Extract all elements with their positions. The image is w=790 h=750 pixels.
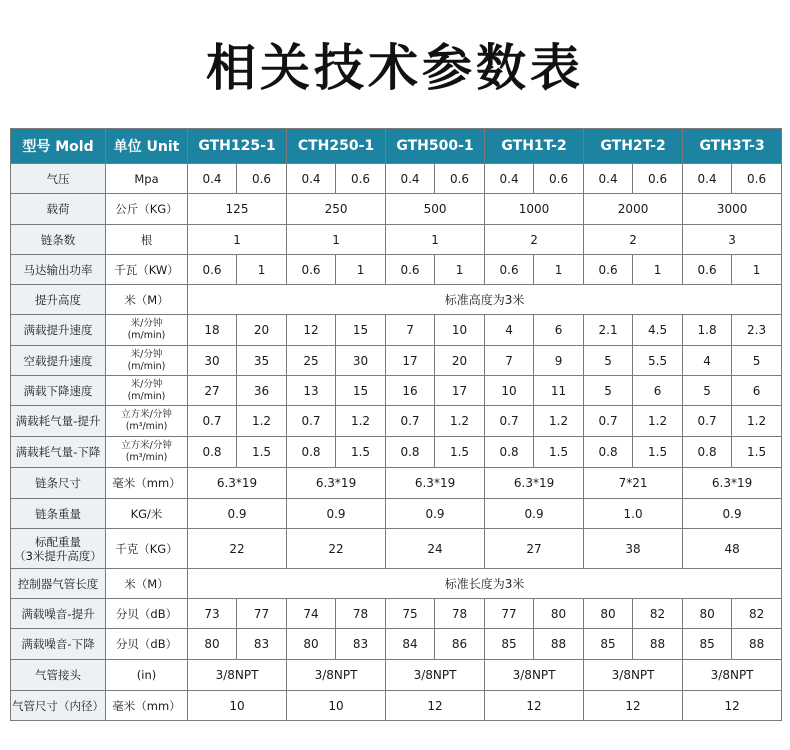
value-cell: 1 — [732, 255, 782, 285]
value-cell: 80 — [683, 599, 732, 629]
row-label: 气管尺寸（内径） — [11, 691, 106, 721]
value-cell: 1 — [336, 255, 386, 285]
value-cell: 10 — [485, 376, 534, 406]
value-cell: 30 — [188, 346, 237, 376]
value-cell: 24 — [386, 529, 485, 569]
row-label: 链条数 — [11, 225, 106, 255]
value-cell: 78 — [336, 599, 386, 629]
table-row — [11, 346, 782, 376]
value-cell: 0.8 — [683, 437, 732, 468]
row-unit: (in) — [106, 660, 188, 691]
value-cell: 88 — [732, 629, 782, 660]
value-cell: 4.5 — [633, 315, 683, 346]
value-cell: 3000 — [683, 194, 782, 225]
value-cell: 13 — [287, 376, 336, 406]
table-row — [11, 164, 782, 194]
value-cell: 1.2 — [534, 406, 584, 437]
unit-line: 米/分钟 — [130, 348, 163, 360]
value-cell: 17 — [435, 376, 485, 406]
value-cell: 1.5 — [435, 437, 485, 468]
value-cell: 85 — [683, 629, 732, 660]
value-cell: 0.7 — [386, 406, 435, 437]
value-cell: 80 — [188, 629, 237, 660]
value-cell: 10 — [287, 691, 386, 721]
value-cell: 7 — [386, 315, 435, 346]
value-cell: 75 — [386, 599, 435, 629]
table-header-row — [11, 129, 782, 164]
value-cell: 6.3*19 — [485, 468, 584, 499]
unit-line: 立方米/分钟 — [121, 409, 172, 420]
value-cell: 1.2 — [732, 406, 782, 437]
table-row — [11, 529, 782, 569]
value-cell: 0.7 — [584, 406, 633, 437]
row-unit — [106, 315, 188, 346]
value-cell: 6.3*19 — [287, 468, 386, 499]
value-cell: 500 — [386, 194, 485, 225]
value-cell: 0.6 — [287, 255, 336, 285]
row-unit: 米（M） — [106, 285, 188, 315]
value-cell: 86 — [435, 629, 485, 660]
row-unit: 分贝（dB） — [106, 629, 188, 660]
table-row — [11, 225, 782, 255]
value-cell: 83 — [336, 629, 386, 660]
table-row — [11, 660, 782, 691]
value-cell: 1.2 — [633, 406, 683, 437]
value-cell: 0.6 — [732, 164, 782, 194]
value-cell: 88 — [534, 629, 584, 660]
value-cell: 1.5 — [336, 437, 386, 468]
value-cell: 80 — [584, 599, 633, 629]
value-cell: 0.9 — [683, 499, 782, 529]
value-cell: 250 — [287, 194, 386, 225]
spec-table-body — [11, 129, 782, 721]
value-cell: 6 — [633, 376, 683, 406]
unit-line: 米/分钟 — [130, 378, 163, 390]
row-unit: 分贝（dB） — [106, 599, 188, 629]
value-cell: 0.8 — [485, 437, 534, 468]
value-cell: 1.8 — [683, 315, 732, 346]
value-cell: 1 — [386, 225, 485, 255]
value-cell: 5.5 — [633, 346, 683, 376]
value-cell: 标准高度为3米 — [188, 285, 782, 315]
value-cell: 2 — [485, 225, 584, 255]
value-cell: 0.8 — [188, 437, 237, 468]
value-cell: 2000 — [584, 194, 683, 225]
value-cell: 标准长度为3米 — [188, 569, 782, 599]
value-cell: 1 — [188, 225, 287, 255]
value-cell: 1.2 — [237, 406, 287, 437]
value-cell: 12 — [386, 691, 485, 721]
value-cell: 1 — [237, 255, 287, 285]
value-cell: 10 — [188, 691, 287, 721]
value-cell: 4 — [485, 315, 534, 346]
value-cell: 78 — [435, 599, 485, 629]
value-cell: 6.3*19 — [683, 468, 782, 499]
unit-line: (m/min) — [127, 390, 166, 402]
table-row — [11, 691, 782, 721]
value-cell: 4 — [683, 346, 732, 376]
value-cell: 12 — [485, 691, 584, 721]
value-cell: 5 — [584, 376, 633, 406]
value-cell: 0.6 — [584, 255, 633, 285]
value-cell: 3 — [683, 225, 782, 255]
unit-line: (m/min) — [127, 360, 166, 372]
row-label: 满载耗气量-下降 — [11, 437, 106, 468]
value-cell: 73 — [188, 599, 237, 629]
value-cell: 83 — [237, 629, 287, 660]
value-cell: 16 — [386, 376, 435, 406]
value-cell: 2.3 — [732, 315, 782, 346]
value-cell: 85 — [584, 629, 633, 660]
value-cell: 6 — [732, 376, 782, 406]
row-unit — [106, 346, 188, 376]
value-cell: 0.4 — [188, 164, 237, 194]
header-model: 型号 Mold — [11, 129, 106, 164]
header-model-6: GTH3T-3 — [683, 129, 782, 164]
value-cell: 0.9 — [287, 499, 386, 529]
row-unit — [106, 437, 188, 468]
table-row — [11, 499, 782, 529]
value-cell: 3/8NPT — [188, 660, 287, 691]
value-cell: 1 — [287, 225, 386, 255]
row-label — [11, 529, 106, 569]
value-cell: 0.8 — [584, 437, 633, 468]
value-cell: 48 — [683, 529, 782, 569]
row-label: 链条重量 — [11, 499, 106, 529]
row-unit: 千克（KG） — [106, 529, 188, 569]
value-cell: 1.5 — [534, 437, 584, 468]
row-unit: KG/米 — [106, 499, 188, 529]
value-cell: 77 — [237, 599, 287, 629]
value-cell: 0.7 — [683, 406, 732, 437]
table-row — [11, 599, 782, 629]
row-unit — [106, 406, 188, 437]
row-label: 满载噪音-下降 — [11, 629, 106, 660]
row-label: 提升高度 — [11, 285, 106, 315]
value-cell: 1.0 — [584, 499, 683, 529]
value-cell: 0.9 — [386, 499, 485, 529]
value-cell: 74 — [287, 599, 336, 629]
value-cell: 0.6 — [683, 255, 732, 285]
value-cell: 0.6 — [188, 255, 237, 285]
value-cell: 0.4 — [683, 164, 732, 194]
value-cell: 38 — [584, 529, 683, 569]
value-cell: 0.4 — [584, 164, 633, 194]
value-cell: 0.9 — [188, 499, 287, 529]
value-cell: 7 — [485, 346, 534, 376]
value-cell: 22 — [287, 529, 386, 569]
value-cell: 85 — [485, 629, 534, 660]
value-cell: 18 — [188, 315, 237, 346]
value-cell: 0.8 — [386, 437, 435, 468]
value-cell: 0.6 — [633, 164, 683, 194]
value-cell: 77 — [485, 599, 534, 629]
header-unit: 单位 Unit — [106, 129, 188, 164]
unit-line: (m³/min) — [125, 421, 168, 432]
header-model-1: GTH125-1 — [188, 129, 287, 164]
value-cell: 12 — [287, 315, 336, 346]
value-cell: 125 — [188, 194, 287, 225]
value-cell: 1.5 — [633, 437, 683, 468]
value-cell: 27 — [188, 376, 237, 406]
value-cell: 7*21 — [584, 468, 683, 499]
value-cell: 9 — [534, 346, 584, 376]
unit-line: 立方米/分钟 — [121, 440, 172, 451]
value-cell: 0.8 — [287, 437, 336, 468]
value-cell: 5 — [683, 376, 732, 406]
row-unit — [106, 376, 188, 406]
row-label: 马达输出功率 — [11, 255, 106, 285]
header-model-3: GTH500-1 — [386, 129, 485, 164]
value-cell: 30 — [336, 346, 386, 376]
value-cell: 0.6 — [336, 164, 386, 194]
value-cell: 6.3*19 — [386, 468, 485, 499]
value-cell: 0.7 — [485, 406, 534, 437]
value-cell: 1.2 — [336, 406, 386, 437]
value-cell: 12 — [683, 691, 782, 721]
value-cell: 80 — [534, 599, 584, 629]
table-row — [11, 376, 782, 406]
row-label: 气压 — [11, 164, 106, 194]
value-cell: 1 — [633, 255, 683, 285]
value-cell: 3/8NPT — [485, 660, 584, 691]
row-label: 控制器气管长度 — [11, 569, 106, 599]
row-label: 载荷 — [11, 194, 106, 225]
unit-line: (m³/min) — [125, 452, 168, 463]
value-cell: 5 — [584, 346, 633, 376]
table-row — [11, 437, 782, 468]
row-unit: 根 — [106, 225, 188, 255]
value-cell: 0.4 — [287, 164, 336, 194]
value-cell: 0.6 — [485, 255, 534, 285]
value-cell: 12 — [584, 691, 683, 721]
unit-line: 米/分钟 — [130, 318, 163, 329]
value-cell: 27 — [485, 529, 584, 569]
table-row — [11, 468, 782, 499]
value-cell: 0.9 — [485, 499, 584, 529]
row-label: 满载下降速度 — [11, 376, 106, 406]
row-label: 链条尺寸 — [11, 468, 106, 499]
value-cell: 3/8NPT — [386, 660, 485, 691]
value-cell: 1 — [534, 255, 584, 285]
spec-table — [10, 128, 782, 721]
value-cell: 15 — [336, 376, 386, 406]
value-cell: 82 — [732, 599, 782, 629]
value-cell: 6 — [534, 315, 584, 346]
value-cell: 6.3*19 — [188, 468, 287, 499]
value-cell: 1.2 — [435, 406, 485, 437]
value-cell: 5 — [732, 346, 782, 376]
value-cell: 2 — [584, 225, 683, 255]
table-row — [11, 315, 782, 346]
value-cell: 35 — [237, 346, 287, 376]
value-cell: 22 — [188, 529, 287, 569]
value-cell: 0.6 — [386, 255, 435, 285]
value-cell: 15 — [336, 315, 386, 346]
table-row — [11, 406, 782, 437]
row-label: 满载噪音-提升 — [11, 599, 106, 629]
value-cell: 1.5 — [732, 437, 782, 468]
row-unit: 公斤（KG） — [106, 194, 188, 225]
table-row — [11, 629, 782, 660]
row-label: 满载耗气量-提升 — [11, 406, 106, 437]
value-cell: 0.6 — [534, 164, 584, 194]
header-model-2: CTH250-1 — [287, 129, 386, 164]
value-cell: 3/8NPT — [683, 660, 782, 691]
value-cell: 82 — [633, 599, 683, 629]
value-cell: 1 — [435, 255, 485, 285]
value-cell: 36 — [237, 376, 287, 406]
row-label: 空载提升速度 — [11, 346, 106, 376]
value-cell: 0.6 — [237, 164, 287, 194]
value-cell: 0.4 — [485, 164, 534, 194]
row-unit: 毫米（mm） — [106, 468, 188, 499]
unit-line: (m/min) — [127, 330, 166, 341]
value-cell: 17 — [386, 346, 435, 376]
row-label: 气管接头 — [11, 660, 106, 691]
value-cell: 11 — [534, 376, 584, 406]
value-cell: 20 — [435, 346, 485, 376]
row-unit: 毫米（mm） — [106, 691, 188, 721]
value-cell: 1000 — [485, 194, 584, 225]
value-cell: 10 — [435, 315, 485, 346]
value-cell: 80 — [287, 629, 336, 660]
value-cell: 84 — [386, 629, 435, 660]
row-label: 满载提升速度 — [11, 315, 106, 346]
value-cell: 0.4 — [386, 164, 435, 194]
page-title: 相关技术参数表 — [206, 39, 584, 97]
row-unit: Mpa — [106, 164, 188, 194]
value-cell: 2.1 — [584, 315, 633, 346]
table-row — [11, 255, 782, 285]
row-label-line: 标配重量 — [35, 534, 81, 549]
value-cell: 3/8NPT — [584, 660, 683, 691]
value-cell: 0.7 — [188, 406, 237, 437]
table-row — [11, 569, 782, 599]
header-model-5: GTH2T-2 — [584, 129, 683, 164]
value-cell: 25 — [287, 346, 336, 376]
value-cell: 0.6 — [435, 164, 485, 194]
value-cell: 1.5 — [237, 437, 287, 468]
row-unit: 千瓦（KW） — [106, 255, 188, 285]
value-cell: 3/8NPT — [287, 660, 386, 691]
value-cell: 20 — [237, 315, 287, 346]
value-cell: 88 — [633, 629, 683, 660]
table-row — [11, 285, 782, 315]
table-row — [11, 194, 782, 225]
row-label-line: （3米提升高度） — [14, 548, 102, 563]
row-unit: 米（M） — [106, 569, 188, 599]
header-model-4: GTH1T-2 — [485, 129, 584, 164]
value-cell: 0.7 — [287, 406, 336, 437]
